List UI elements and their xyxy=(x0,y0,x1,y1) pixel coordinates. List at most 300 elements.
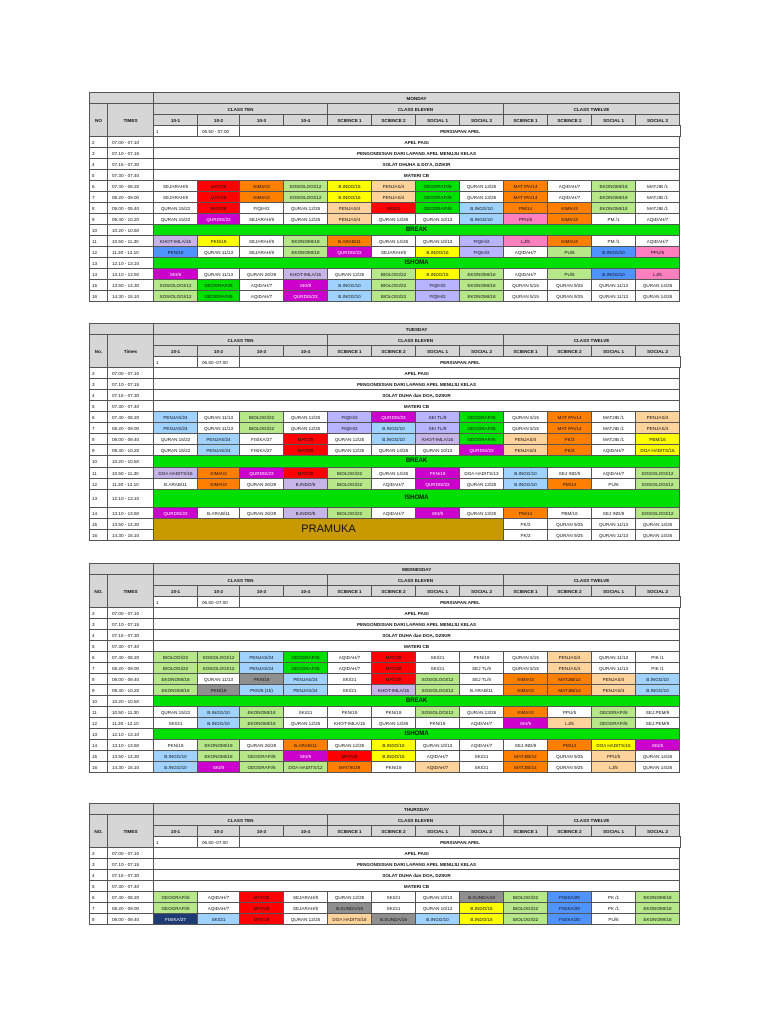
lesson-cell: BIOLOGI/22 xyxy=(240,412,284,423)
lesson-cell: QURAN 10/13 xyxy=(416,445,460,456)
table-row xyxy=(90,652,681,663)
lesson-cell: QURAN 14/26 xyxy=(372,445,416,456)
lesson-cell: QURAN 5/15 xyxy=(504,652,548,663)
lesson-cell: PM/14 xyxy=(548,479,592,490)
lesson-cell: DOA HADITS/16 xyxy=(636,445,680,456)
table-row xyxy=(90,445,681,456)
period-number: 3 xyxy=(90,859,108,870)
period-time: 07.40 - 08.20 xyxy=(108,181,154,192)
activity-span: SOLAT DUHA dan DOA, DZIKIR xyxy=(154,630,680,641)
lesson-cell: QURAN 11/13 xyxy=(592,291,636,302)
lesson-cell: FIQIH/2 xyxy=(328,412,372,423)
lesson-cell: B.INGG/10 xyxy=(592,269,636,280)
lesson-cell: FISIKA/27 xyxy=(240,434,284,445)
lesson-cell: SEJ IND/9 xyxy=(548,468,592,479)
lesson-cell: QURDIS/23 xyxy=(240,468,284,479)
lesson-cell: QURAN 13/25 xyxy=(460,508,504,519)
lesson-cell: FIQIH/2 xyxy=(460,247,504,258)
lesson-cell: B.INDO/16 xyxy=(460,903,504,914)
lesson-cell: QURAN 11/13 xyxy=(198,269,240,280)
lesson-cell: SKI/21 xyxy=(198,914,240,925)
lesson-cell: QURAN 12/25 xyxy=(284,214,328,225)
lesson-cell: FISIKA/20 xyxy=(548,892,592,903)
period-time: 09.00 - 09.40 xyxy=(108,674,154,685)
lesson-cell: QURAN 10/13 xyxy=(416,740,460,751)
table-row xyxy=(90,412,681,423)
period-time: 07.30 - 07.40 xyxy=(108,401,154,412)
lesson-cell: QURAN 26/29 xyxy=(240,479,284,490)
lesson-cell: KHOT-IMLA/15 xyxy=(284,269,328,280)
lesson-cell: SKI/21 xyxy=(372,892,416,903)
table-row xyxy=(90,148,681,159)
lesson-cell: EKONOMI/18 xyxy=(592,181,636,192)
lesson-cell: SOSIOLOGI/12 xyxy=(416,685,460,696)
period-number: 4 xyxy=(90,870,108,881)
lesson-cell: SOSIOLOGI/12 xyxy=(636,468,680,479)
break-banner: BREAK xyxy=(154,456,680,468)
break-banner: ISHOMA xyxy=(154,729,680,740)
lesson-cell: B.INDO/16 xyxy=(460,914,504,925)
period-number: 1 xyxy=(154,837,198,848)
lesson-cell: QURAN 13/25 xyxy=(460,479,504,490)
lesson-cell: BIOLOGI/22 xyxy=(154,663,198,674)
class-column-header: SCIENCE 2 xyxy=(372,115,416,126)
lesson-cell: PENJAS/24 xyxy=(154,412,198,423)
class-eleven-header: CLASS ELEVEN xyxy=(328,104,504,115)
lesson-cell: B.ARAB/11 xyxy=(284,740,328,751)
table-row xyxy=(90,630,681,641)
break-banner: BREAK xyxy=(154,225,680,236)
period-number: 5 xyxy=(90,641,108,652)
table-row xyxy=(90,837,681,848)
lesson-cell: SEJ IND/9 xyxy=(592,508,636,519)
lesson-cell: PENJAS/4 xyxy=(372,181,416,192)
lesson-cell: MAT/IK/29 xyxy=(328,762,372,773)
lesson-cell: PENJAS/24 xyxy=(284,685,328,696)
lesson-cell: SEJARAH/9 xyxy=(284,903,328,914)
lesson-cell: MATJIB/14 xyxy=(548,685,592,696)
period-time: 11.30 - 12.10 xyxy=(108,247,154,258)
lesson-cell: KIMIA/3 xyxy=(548,203,592,214)
activity-span: APEL PAGI xyxy=(154,137,680,148)
period-number: 16 xyxy=(90,291,108,302)
lesson-cell: QURAN 5/15 xyxy=(504,663,548,674)
class-eleven-header: CLASS ELEVEN xyxy=(328,335,504,346)
lesson-cell: PENJAS/4 xyxy=(504,434,548,445)
lesson-cell: SKI/21 xyxy=(154,718,198,729)
lesson-cell: MATJIB /1 xyxy=(592,412,636,423)
period-number: 10 xyxy=(90,225,108,236)
activity-span: PENGONDISIAN DARI LAPANG APEL MENUJU KELAS xyxy=(154,148,680,159)
period-time: 07.10 - 07.15 xyxy=(108,619,154,630)
period-time: 07.15 - 07.30 xyxy=(108,390,154,401)
lesson-cell: MATJIB /1 xyxy=(592,423,636,434)
period-time: 10.50 - 11.30 xyxy=(108,468,154,479)
day-title: MONDAY xyxy=(154,93,680,104)
lesson-cell: AQIDAH/7 xyxy=(328,663,372,674)
lesson-cell: FISIKA/20 xyxy=(548,903,592,914)
class-column-header: SOCIAL 1 xyxy=(416,586,460,597)
lesson-cell: MATJIB /1 xyxy=(636,203,680,214)
lesson-cell: DOA HADITS/13 xyxy=(460,468,504,479)
lesson-cell: LJ/5 xyxy=(548,718,592,729)
period-number: 8 xyxy=(90,203,108,214)
lesson-cell: FIQIH/2 xyxy=(416,291,460,302)
lesson-cell: QURAN 14/26 xyxy=(372,214,416,225)
lesson-cell: QURAN 14/26 xyxy=(372,718,416,729)
lesson-cell: PK /1 xyxy=(592,903,636,914)
class-column-header: 10-3 xyxy=(240,586,284,597)
lesson-cell: QURAN 12/25 xyxy=(328,269,372,280)
lesson-cell: PU/6 xyxy=(548,247,592,258)
lesson-cell: EKONOMI/18 xyxy=(636,892,680,903)
activity-span: PERSIAPAN APEL xyxy=(240,126,681,137)
lesson-cell: PM /1 xyxy=(592,236,636,247)
period-number: 11 xyxy=(90,236,108,247)
lesson-cell: FIQIH/2 xyxy=(328,423,372,434)
lesson-cell: DOA HADITS/12 xyxy=(284,762,328,773)
activity-span: SOLAT DUHA dan DOA, DZIKIR xyxy=(154,870,680,881)
lesson-cell: DOA HADITS/16 xyxy=(328,914,372,925)
lesson-cell: SOSIOLOGI/12 xyxy=(198,652,240,663)
period-time: 10.20 - 10.50 xyxy=(108,696,154,707)
lesson-cell: B.INGG/10 xyxy=(636,674,680,685)
lesson-cell: QURAN 9/25 xyxy=(548,280,592,291)
lesson-cell: QURAN 9/25 xyxy=(548,519,592,530)
period-number: 11 xyxy=(90,707,108,718)
lesson-cell: KIMIA/3 xyxy=(504,707,548,718)
lesson-cell: GEOGRAFI/6 xyxy=(198,291,240,302)
lesson-cell: GEOGRAFI/6 xyxy=(240,762,284,773)
lesson-cell: PENJAS/4 xyxy=(328,203,372,214)
lesson-cell: PKN/19 xyxy=(198,685,240,696)
lesson-cell: EKONOMI/18 xyxy=(460,269,504,280)
period-number: 7 xyxy=(90,903,108,914)
lesson-cell: SOSIOLOGI/12 xyxy=(154,280,198,291)
period-time: 13.50 - 14.30 xyxy=(108,519,154,530)
period-time: 13.50 - 14.30 xyxy=(108,280,154,291)
lesson-cell: SKI/21 xyxy=(284,707,328,718)
table-row xyxy=(90,225,681,236)
period-number: 8 xyxy=(90,434,108,445)
period-number: 9 xyxy=(90,445,108,456)
class-column-header: 10-3 xyxy=(240,346,284,357)
table-row xyxy=(90,729,681,740)
table-row xyxy=(90,740,681,751)
lesson-cell: EKONOMI/18 xyxy=(284,247,328,258)
period-time: 13.10 - 13.50 xyxy=(108,740,154,751)
no-header: NO. xyxy=(90,815,108,848)
lesson-cell: MATJIB/14 xyxy=(504,762,548,773)
class-column-header: SCIENCE 1 xyxy=(504,346,548,357)
lesson-cell: KIMIA/3 xyxy=(198,479,240,490)
class-column-header: SOCIAL 1 xyxy=(592,826,636,837)
break-banner: BREAK xyxy=(154,696,680,707)
lesson-cell: MAT/29 xyxy=(372,663,416,674)
period-number: 3 xyxy=(90,619,108,630)
lesson-cell: BIOLOGI/22 xyxy=(328,479,372,490)
activity-span: APEL PAGI xyxy=(154,608,680,619)
table-row xyxy=(90,490,681,508)
lesson-cell: LJ/5 xyxy=(592,762,636,773)
lesson-cell: PKN/19 xyxy=(328,707,372,718)
class-column-header: SCIENCE 2 xyxy=(548,826,592,837)
lesson-cell: MAT/29 xyxy=(240,914,284,925)
lesson-cell: PK/3 xyxy=(504,519,548,530)
lesson-cell: GEOGRAFI/6 xyxy=(154,903,198,914)
break-banner: ISHOMA xyxy=(154,490,680,508)
lesson-cell: KHOT-IMLA/15 xyxy=(372,685,416,696)
class-column-header: 10-1 xyxy=(154,115,198,126)
table-row xyxy=(90,696,681,707)
lesson-cell: PBM/16 xyxy=(636,434,680,445)
lesson-cell: SOSIOLOGI/12 xyxy=(198,663,240,674)
header-blank xyxy=(90,804,154,815)
lesson-cell: QURAN 11/13 xyxy=(592,519,636,530)
day-table-monday xyxy=(89,92,681,302)
class-column-header: SCIENCE 1 xyxy=(328,115,372,126)
lesson-cell: QURAN 15/22 xyxy=(154,707,198,718)
lesson-cell: QURAN 11/13 xyxy=(592,652,636,663)
lesson-cell: QURAN 14/26 xyxy=(636,530,680,541)
period-number: 1 xyxy=(154,357,198,368)
class-twelve-header: CLASS TWELVE xyxy=(504,335,680,346)
lesson-cell: MATJIB /1 xyxy=(636,181,680,192)
lesson-cell: QURAN 12/25 xyxy=(328,740,372,751)
period-number: 14 xyxy=(90,269,108,280)
lesson-cell: SEJARAH/9 xyxy=(284,892,328,903)
period-number: 4 xyxy=(90,390,108,401)
lesson-cell: QURAN 12/25 xyxy=(284,423,328,434)
lesson-cell: QURAN 15/22 xyxy=(154,203,198,214)
period-time: 06.50 -07.00 xyxy=(198,837,240,848)
lesson-cell: QURAN 11/13 xyxy=(198,412,240,423)
class-eleven-header: CLASS ELEVEN xyxy=(328,815,504,826)
period-time: 07.40 - 08.20 xyxy=(108,892,154,903)
lesson-cell: BIOLOGI/22 xyxy=(372,280,416,291)
lesson-cell: KIMIA/3 xyxy=(504,685,548,696)
period-number: 2 xyxy=(90,137,108,148)
class-column-header: SCIENCE 1 xyxy=(504,586,548,597)
table-row xyxy=(90,641,681,652)
period-time: 12.10 - 13.10 xyxy=(108,258,154,269)
class-column-header: 10-4 xyxy=(284,826,328,837)
lesson-cell: BIOLOGI/22 xyxy=(328,508,372,519)
period-time: 09.00 - 09.40 xyxy=(108,914,154,925)
lesson-cell: BIOLOGI/22 xyxy=(504,892,548,903)
table-row xyxy=(90,357,681,368)
lesson-cell: B.INGG/10 xyxy=(416,914,460,925)
table-row xyxy=(90,390,681,401)
lesson-cell: QURAN 12/25 xyxy=(284,914,328,925)
period-number: 2 xyxy=(90,848,108,859)
period-time: 07.30 - 07.40 xyxy=(108,641,154,652)
lesson-cell: B.INGG/10 xyxy=(460,214,504,225)
lesson-cell: AQIDAH/7 xyxy=(592,445,636,456)
lesson-cell: BIOLOGI/22 xyxy=(504,914,548,925)
period-time: 08.20 - 09.00 xyxy=(108,903,154,914)
lesson-cell: SKI/21 xyxy=(372,203,416,214)
lesson-cell: LJ/5 xyxy=(636,269,680,280)
lesson-cell: PIK /1 xyxy=(636,663,680,674)
lesson-cell: PK/3 xyxy=(548,445,592,456)
period-time: 09.40 - 10.20 xyxy=(108,214,154,225)
day-table-thursday xyxy=(89,803,681,925)
class-column-header: SOCIAL 2 xyxy=(636,826,680,837)
lesson-cell: PENJAS/4 xyxy=(592,674,636,685)
period-number: 3 xyxy=(90,148,108,159)
lesson-cell: QURAN 14/26 xyxy=(636,751,680,762)
activity-span: PENGONDISIAN DARI LAPANG APEL MENUJU KELAS xyxy=(154,859,680,870)
lesson-cell: B.INGG/10 xyxy=(198,707,240,718)
lesson-cell: QURAN 14/26 xyxy=(636,519,680,530)
lesson-cell: SEJARAH/9 xyxy=(240,236,284,247)
period-number: 13 xyxy=(90,729,108,740)
lesson-cell: PPU/5 xyxy=(548,707,592,718)
lesson-cell: B.INDO/16 xyxy=(416,269,460,280)
lesson-cell: SKI/21 xyxy=(328,674,372,685)
lesson-cell: B.INGG/10 xyxy=(592,247,636,258)
period-time: 07.00 - 07.10 xyxy=(108,608,154,619)
lesson-cell: QURAN 15/22 xyxy=(154,434,198,445)
lesson-cell: GEOGRAFI/6 xyxy=(460,412,504,423)
class-twelve-header: CLASS TWELVE xyxy=(504,104,680,115)
lesson-cell: AQIDAH/7 xyxy=(460,740,504,751)
lesson-cell: MAT/29 xyxy=(372,674,416,685)
lesson-cell: B.INGG/10 xyxy=(636,685,680,696)
lesson-cell: B.INGG/10 xyxy=(504,479,548,490)
lesson-cell: MAT/29 xyxy=(198,203,240,214)
lesson-cell: PU/6 xyxy=(548,269,592,280)
class-column-header: SOCIAL 2 xyxy=(636,115,680,126)
table-row xyxy=(90,674,681,685)
period-number: 10 xyxy=(90,696,108,707)
lesson-cell: AQIDAH/7 xyxy=(460,718,504,729)
period-time: 07.00 - 07.10 xyxy=(108,368,154,379)
class-column-header: 10-2 xyxy=(198,115,240,126)
day-title: WEDNESDAY xyxy=(154,564,680,575)
lesson-cell: EKONOMI/18 xyxy=(154,674,198,685)
table-row xyxy=(90,597,681,608)
lesson-cell: EKONOMI/18 xyxy=(198,751,240,762)
period-number: 9 xyxy=(90,685,108,696)
lesson-cell: QURAN 13/25 xyxy=(460,707,504,718)
lesson-cell: B.ARAB/11 xyxy=(198,508,240,519)
period-time: 07.15 - 07.30 xyxy=(108,630,154,641)
activity-span: SOLAT DHUHA & DO'A, DZIKIR xyxy=(154,159,680,170)
class-column-header: SCIENCE 2 xyxy=(372,586,416,597)
lesson-cell: QURDIS/23 xyxy=(198,214,240,225)
lesson-cell: FIQIH/2 xyxy=(240,203,284,214)
class-column-header: 10-1 xyxy=(154,586,198,597)
lesson-cell: PKN/19 xyxy=(198,236,240,247)
table-row xyxy=(90,181,681,192)
class-ten-header: CLASS TEN xyxy=(154,335,328,346)
class-column-header: 10-4 xyxy=(284,586,328,597)
lesson-cell: QURAN 15/22 xyxy=(154,445,198,456)
lesson-cell: PU/6 xyxy=(592,914,636,925)
table-row xyxy=(90,456,681,468)
table-row xyxy=(90,870,681,881)
lesson-cell: MAT/29 xyxy=(240,892,284,903)
table-row xyxy=(90,663,681,674)
period-number: 7 xyxy=(90,192,108,203)
lesson-cell: KHOT-IMLA/15 xyxy=(416,434,460,445)
lesson-cell: MATJIB /1 xyxy=(636,192,680,203)
class-column-header: SCIENCE 2 xyxy=(548,115,592,126)
period-number: 5 xyxy=(90,881,108,892)
lesson-cell: QURAN 12/25 xyxy=(284,412,328,423)
class-column-header: 10-1 xyxy=(154,826,198,837)
class-column-header: SCIENCE 1 xyxy=(504,826,548,837)
lesson-cell: MAT IPA/14 xyxy=(548,423,592,434)
table-row xyxy=(90,751,681,762)
lesson-cell: MAT/29 xyxy=(372,652,416,663)
activity-span: PENGONDISIAN DARI LAPANG APEL MENUJU KELAS xyxy=(154,379,680,390)
lesson-cell: SKI/21 xyxy=(460,751,504,762)
period-time: 07.00 - 07.10 xyxy=(108,848,154,859)
no-header: No. xyxy=(90,335,108,368)
lesson-cell: PBM/16 xyxy=(548,508,592,519)
period-time: 13.10 - 13.50 xyxy=(108,269,154,280)
lesson-cell: PM/14 xyxy=(504,508,548,519)
times-header: Times xyxy=(108,335,154,368)
lesson-cell: QURAN 5/15 xyxy=(504,291,548,302)
activity-span: PERSIAPAN APEL xyxy=(240,357,681,368)
period-time: 14.30 - 15.10 xyxy=(108,762,154,773)
lesson-cell: PK /1 xyxy=(592,892,636,903)
lesson-cell: MAT/29 xyxy=(198,192,240,203)
lesson-cell: QURAN 12/25 xyxy=(284,203,328,214)
lesson-cell: PU/6 xyxy=(592,479,636,490)
lesson-cell: EKONOMI/18 xyxy=(284,236,328,247)
lesson-cell: QURAN 12/25 xyxy=(328,434,372,445)
table-row xyxy=(90,468,681,479)
class-column-header: SOCIAL 2 xyxy=(460,115,504,126)
lesson-cell: MAT/29 xyxy=(198,181,240,192)
table-row xyxy=(90,192,681,203)
lesson-cell: B.INGG/10 xyxy=(328,291,372,302)
lesson-cell: BIOLOGI/22 xyxy=(328,468,372,479)
period-time: 07.10 - 07.15 xyxy=(108,148,154,159)
lesson-cell: QURAN 5/15 xyxy=(504,412,548,423)
lesson-cell: SEJ TL/9 xyxy=(460,674,504,685)
lesson-cell: AQIDAH/7 xyxy=(636,214,680,225)
lesson-cell: PKN/19 xyxy=(416,468,460,479)
class-column-header: SCIENCE 1 xyxy=(328,826,372,837)
lesson-cell: SEJARAH/9 xyxy=(240,247,284,258)
class-twelve-header: CLASS TWELVE xyxy=(504,575,680,586)
lesson-cell: AQIDAH/7 xyxy=(240,291,284,302)
times-header: TIMES xyxy=(108,815,154,848)
period-time: 08.20 - 09.00 xyxy=(108,423,154,434)
class-column-header: SCIENCE 1 xyxy=(504,115,548,126)
period-time: 08.20 - 09.00 xyxy=(108,192,154,203)
lesson-cell: B.INGG/10 xyxy=(154,762,198,773)
table-row xyxy=(90,203,681,214)
period-number: 2 xyxy=(90,368,108,379)
lesson-cell: SOSIOLOGI/12 xyxy=(284,192,328,203)
lesson-cell: PENJAS/4 xyxy=(372,192,416,203)
lesson-cell: MAT IPA/14 xyxy=(504,192,548,203)
lesson-cell: DOA HADITS/16 xyxy=(592,740,636,751)
activity-span: MATERI CB xyxy=(154,170,680,181)
lesson-cell: PENJAS/24 xyxy=(284,674,328,685)
lesson-cell: B.INGG/10 xyxy=(504,468,548,479)
class-column-header: SCIENCE 2 xyxy=(372,346,416,357)
lesson-cell: KIMIA/3 xyxy=(504,674,548,685)
lesson-cell: QURAN 12/25 xyxy=(328,892,372,903)
